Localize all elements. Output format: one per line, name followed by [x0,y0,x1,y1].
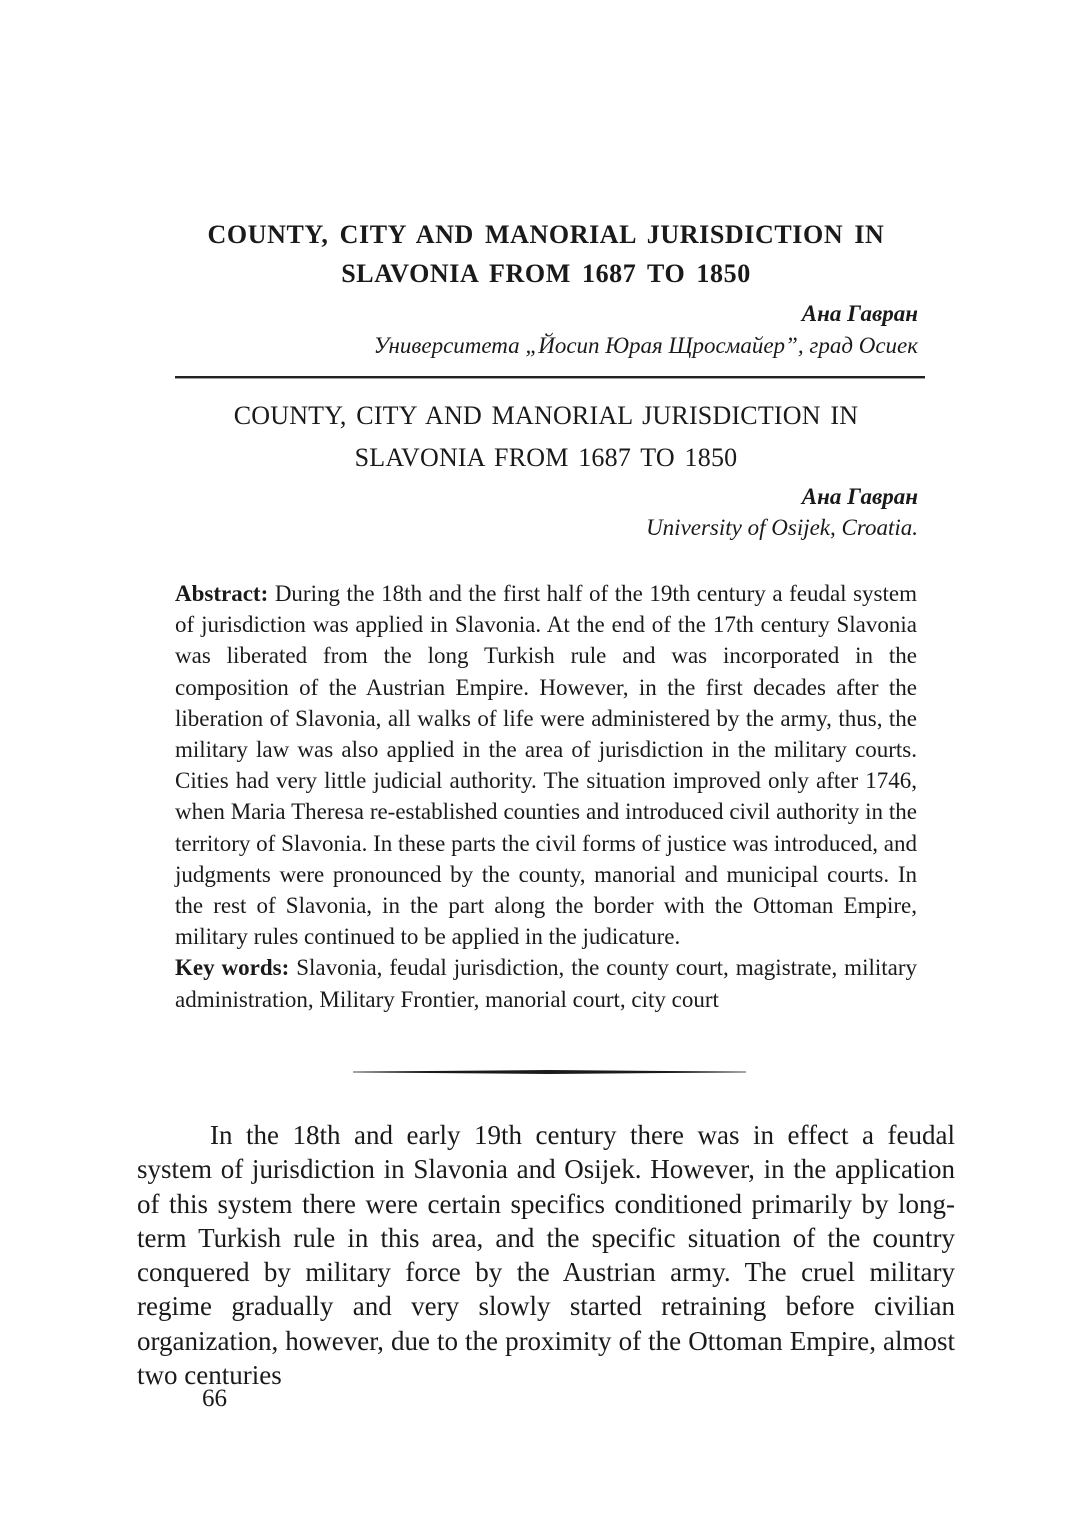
affiliation-en: University of Osijek, Croatia. [646,515,918,540]
keywords-text: Slavonia, feudal jurisdiction, the county court, magistrate, military administration, Military Frontier, manorial court, city court [175,955,917,1012]
ornamental-divider [353,1070,746,1074]
author-en: Ана Гавран [801,484,918,509]
keywords-label: Key words: [175,955,290,981]
title-en-line-1: COUNTY, CITY AND MANORIAL JURISDICTION IN [233,401,859,430]
abstract-label: Abstract: [175,581,269,606]
title-en-line-2: SLAVONIA FROM 1687 TO 1850 [354,443,738,472]
page-number: 66 [202,1385,227,1412]
affiliation-bg: Университета „Йосип Юрая Щросмайер”, град Осиек [373,333,918,358]
abstract-block [175,578,917,1015]
keywords-paragraph [175,952,917,1014]
abstract-paragraph [175,578,917,952]
header-divider [175,376,925,379]
abstract-text: During the 18th and the first half of the 19th century a feudal system of jurisdiction was applied in Slavonia. At the end of the 17th century Slavonia was liberated from the long Turkish rule and was incorporated in the composition of the Austrian Empire. However, in the first decades after the liberation of Slavonia, all walks of life were administered by the army, thus, the military law was also applied in the area of jurisdiction in the military courts. Cities had very little judicial authority. The situation improved only after 1746, when Maria Theresa re-established counties and introduced civil authority in the territory of Slavonia. In these parts the civil forms of justice was introduced, and judgments were pronounced by the county, manorial and municipal courts. In the rest of Slavonia, in the part along the border with the Ottoman Empire, military rules continued to be applied in the judicature. [175,581,917,950]
title-bg-line-1: COUNTY, CITY AND MANORIAL JURISDICTION IN [207,220,885,249]
body-paragraph: In the 18th and early 19th century there was in effect a feudal system of jurisdiction in Slavonia and Osijek. However, in the application of this system there were certain specifics conditioned primarily by long-term Turkish rule in this area, and the specific situation of the country conquered by military force by the Austrian army. The cruel military regime gradually and very slowly started retraining before civilian organization, however, due to the proximity of the Ottoman Empire, almost two centuries [137,1120,955,1391]
author-bg: Ана Гавран [801,301,918,326]
title-bg-line-2: SLAVONIA FROM 1687 TO 1850 [341,259,751,288]
